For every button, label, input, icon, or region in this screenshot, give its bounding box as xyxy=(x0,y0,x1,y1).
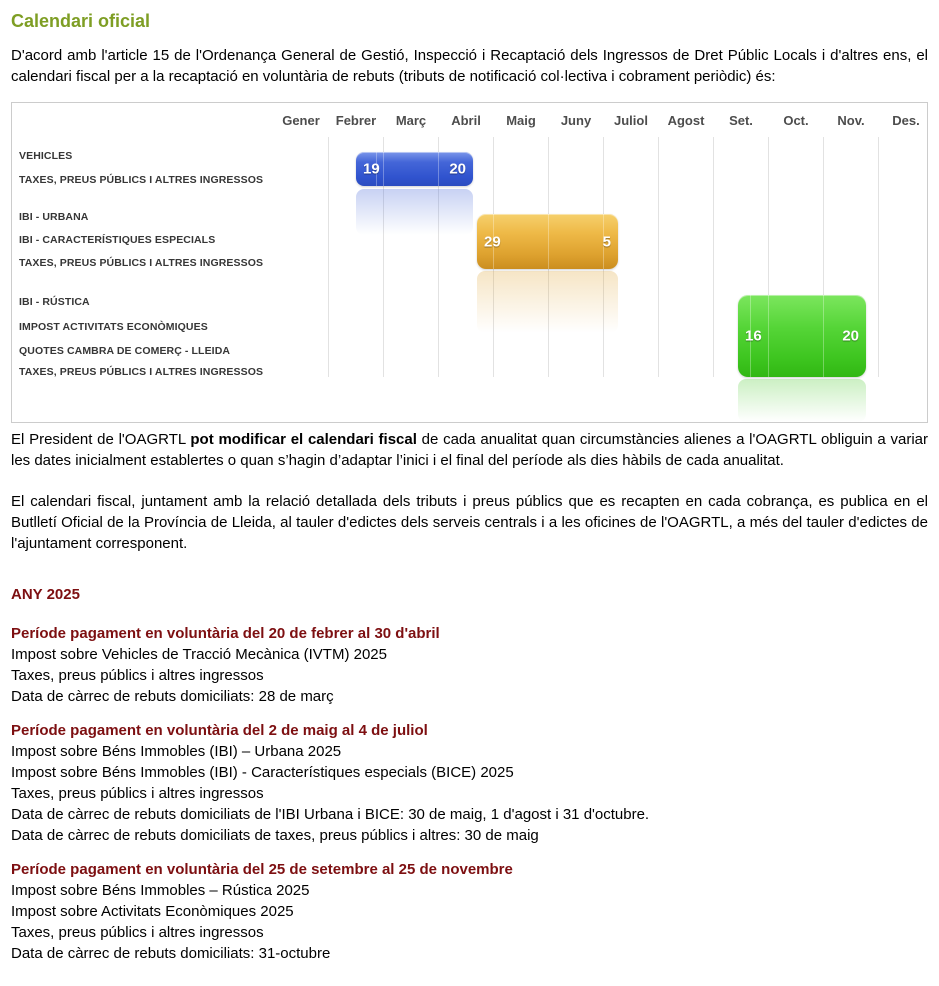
month-label: Febrer xyxy=(335,113,377,128)
month-label: Des. xyxy=(892,113,920,128)
month-label: Gener xyxy=(282,113,320,128)
period-line: Impost sobre Vehicles de Tracció Mecànica (IVTM) 2025 xyxy=(11,646,387,663)
period-line: Taxes, preus públics i altres ingressos xyxy=(11,667,264,684)
period-heading: Període pagament en voluntària del 20 de febrer al 30 d'abril xyxy=(11,625,440,642)
month-label: Març xyxy=(395,113,427,128)
period-line: Data de càrrec de rebuts domiciliats: 28 de març xyxy=(11,688,334,705)
publication-paragraph: El calendari fiscal, juntament amb la relació detallada dels tributs i preus públics que es recapten en cada cobrança, es publica en el Butlletí Oficial de la Província de Lleida, al tauler d'edictes dels serveis centrals i a les oficines de l'OAGRTL, a més del tauler d'edictes de l'ajuntament corresponent. xyxy=(11,493,928,552)
period-bar-ibi-rustica xyxy=(738,295,866,377)
period-heading: Període pagament en voluntària del 25 de setembre al 25 de novembre xyxy=(11,861,513,878)
period-bar-vehicles xyxy=(356,152,473,186)
chart-row-label: IBI - RÚSTICA xyxy=(19,296,90,308)
period-heading: Període pagament en voluntària del 2 de maig al 4 de juliol xyxy=(11,722,428,739)
period-bar-ibi-urbana xyxy=(477,214,618,269)
month-label: Agost xyxy=(667,113,705,128)
page-title: Calendari oficial xyxy=(11,11,151,31)
chart-row-label: VEHICLES xyxy=(19,150,73,162)
period-line: Taxes, preus públics i altres ingressos xyxy=(11,924,264,941)
period-line: Impost sobre Béns Immobles (IBI) - Característiques especials (BICE) 2025 xyxy=(11,764,514,781)
payment-period-section-1 xyxy=(11,623,928,707)
bar-reflection xyxy=(738,379,866,422)
fiscal-calendar-chart xyxy=(11,102,928,423)
period-line: Data de càrrec de rebuts domiciliats: 31-octubre xyxy=(11,945,331,962)
payment-period-section-3 xyxy=(11,859,928,964)
period-end-day: 5 xyxy=(602,233,611,250)
chart-row-label: IMPOST ACTIVITATS ECONÒMIQUES xyxy=(19,321,208,333)
year-heading: ANY 2025 xyxy=(11,586,80,603)
period-end-day: 20 xyxy=(449,160,466,178)
month-gridline xyxy=(878,137,879,377)
chart-row-label: IBI - CARACTERÍSTIQUES ESPECIALS xyxy=(19,234,216,246)
period-start-day: 16 xyxy=(745,327,762,345)
period-start-day: 29 xyxy=(484,233,501,250)
period-line: Impost sobre Activitats Econòmiques 2025 xyxy=(11,903,294,920)
payment-period-section-2 xyxy=(11,720,928,846)
month-label: Juliol xyxy=(614,113,648,128)
month-gridline xyxy=(658,137,659,377)
period-end-day: 20 xyxy=(842,327,859,345)
chart-row-label: IBI - URBANA xyxy=(19,211,89,223)
period-line: Taxes, preus públics i altres ingressos xyxy=(11,785,264,802)
month-gridline xyxy=(713,137,714,377)
chart-row-label: TAXES, PREUS PÚBLICS I ALTRES INGRESSOS xyxy=(19,366,264,378)
bar-reflection xyxy=(477,271,618,333)
chart-row-label: TAXES, PREUS PÚBLICS I ALTRES INGRESSOS xyxy=(19,257,264,269)
president-paragraph-before: El President de l'OAGRTL xyxy=(11,431,191,448)
bar-reflection xyxy=(356,189,473,235)
month-label: Juny xyxy=(560,113,592,128)
month-label: Oct. xyxy=(783,113,809,128)
period-line: Data de càrrec de rebuts domiciliats de taxes, preus públics i altres: 30 de maig xyxy=(11,827,539,844)
month-label: Nov. xyxy=(837,113,865,128)
period-line: Data de càrrec de rebuts domiciliats de l'IBI Urbana i BICE: 30 de maig, 1 d'agost i 31 d'octubre. xyxy=(11,806,650,823)
period-start-day: 19 xyxy=(363,160,380,178)
month-label: Abril xyxy=(451,113,481,128)
chart-row-label: QUOTES CAMBRA DE COMERÇ - LLEIDA xyxy=(19,345,231,357)
president-paragraph-after: de cada anualitat quan circumstàncies alienes a l'OAGRTL obliguin a variar les dates inicialment establertes o quan s’hagin d’adaptar l’inici i el final del període als dies hàbils de cada anualitat. xyxy=(11,431,928,469)
period-line: Impost sobre Béns Immobles – Rústica 2025 xyxy=(11,882,310,899)
month-label: Set. xyxy=(729,113,753,128)
period-line: Impost sobre Béns Immobles (IBI) – Urbana 2025 xyxy=(11,743,342,760)
intro-paragraph: D'acord amb l'article 15 de l'Ordenança General de Gestió, Inspecció i Recaptació dels Ingressos de Dret Públic Locals i d'altres ens, el calendari fiscal per a la recaptació en voluntària de rebuts (tributs de notificació col·lectiva i cobrament periòdic) és: xyxy=(11,47,928,85)
chart-row-label: TAXES, PREUS PÚBLICS I ALTRES INGRESSOS xyxy=(19,174,264,186)
president-paragraph xyxy=(11,429,928,471)
month-label: Maig xyxy=(506,113,536,128)
president-paragraph-bold: pot modificar el calendari fiscal xyxy=(190,431,417,448)
month-gridline xyxy=(328,137,329,377)
